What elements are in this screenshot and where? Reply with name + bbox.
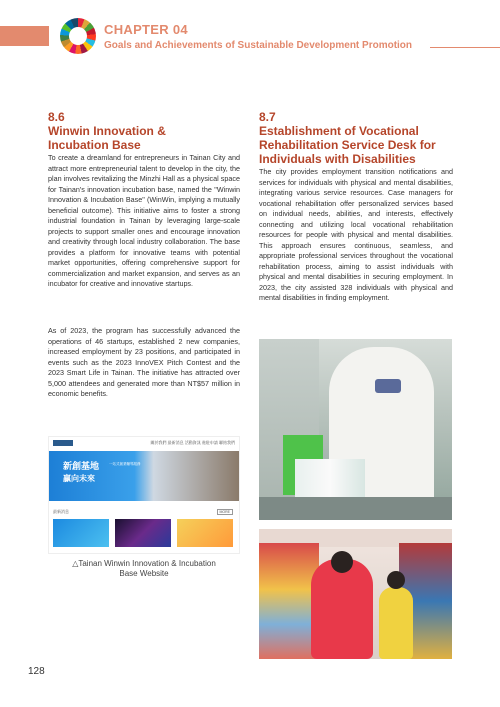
section-title-line: Rehabilitation Service Desk for bbox=[259, 138, 436, 152]
photo-bottles bbox=[295, 459, 365, 499]
photo-person-red-shirt bbox=[311, 559, 373, 659]
section-8-6-paragraph-2: As of 2023, the program has successfully advanced the operations of 46 startups, established 2 new companies, increased employment by 23 positions, and participated in events such as the 2023 InnoVEX Pitch Contest and the 2023 Smart Life in Tainan. The initiative has attracted over 5,000 attendees and generated more than NT$57 million in economic benefits. bbox=[48, 326, 240, 398]
section-title-8-6 bbox=[48, 124, 238, 152]
header-accent-bar bbox=[0, 26, 49, 46]
photo-person-head bbox=[331, 551, 353, 573]
photo-shelf-left bbox=[259, 543, 319, 659]
website-nav-links: 關於我們 最新消息 活動資訊 進駐申請 聯絡我們 bbox=[150, 440, 235, 445]
section-title-line: Individuals with Disabilities bbox=[259, 152, 416, 166]
website-banner-note: 一站式創業輔導服務 bbox=[109, 462, 141, 466]
chapter-label: CHAPTER 04 bbox=[104, 22, 188, 37]
section-title-line: Establishment of Vocational bbox=[259, 124, 419, 138]
section-8-7-paragraph: The city provides employment transition notifications and services for individuals with physical and mental disabilities, integrating various service resources. Case managers for vocational rehabilitation offer personalized services based on individual needs, abilities, and interests, effectively connecting and utilizing local vocational rehabilitation resources for people with physical and mental disabilities. This approach ensures continuous, seamless, and appropriate professional services throughout the vocational rehabilitation process, aiming to assist individuals with physical and mental disabilities in securing employment. In 2023, the city assisted 328 individuals with physical and mental disabilities in finding employment. bbox=[259, 167, 453, 302]
website-news-thumbnail bbox=[53, 519, 109, 547]
caption-line: Base Website bbox=[119, 569, 169, 578]
website-banner-title: 新創基地 bbox=[63, 461, 100, 471]
photo-table bbox=[259, 497, 452, 520]
section-number-8-6: 8.6 bbox=[48, 110, 65, 124]
photo-store-workers bbox=[259, 529, 452, 659]
page-number: 128 bbox=[28, 666, 45, 677]
header-rule bbox=[430, 47, 500, 48]
website-nav bbox=[49, 437, 239, 449]
section-title-line: Winwin Innovation & bbox=[48, 124, 166, 138]
website-news-thumbnail bbox=[177, 519, 233, 547]
section-title-8-7 bbox=[259, 124, 459, 166]
website-logo bbox=[53, 440, 73, 446]
website-caption bbox=[48, 559, 240, 579]
website-news-thumbnail bbox=[115, 519, 171, 547]
website-screenshot bbox=[48, 436, 240, 554]
photo-person-yellow-shirt bbox=[379, 587, 413, 659]
website-news-label: 最新消息 bbox=[53, 509, 69, 514]
photo-worker-in-protective-gear bbox=[259, 339, 452, 520]
caption-line: △Tainan Winwin Innovation & Incubation bbox=[72, 559, 216, 568]
sdg-wheel-icon bbox=[60, 18, 96, 54]
photo-worker-mask bbox=[375, 379, 401, 393]
chapter-subtitle: Goals and Achievements of Sustainable Development Promotion bbox=[104, 40, 413, 51]
website-banner-subtitle: 贏向未來 bbox=[63, 474, 95, 483]
section-title-line: Incubation Base bbox=[48, 138, 141, 152]
photo-person-head bbox=[387, 571, 405, 589]
section-number-8-7: 8.7 bbox=[259, 110, 276, 124]
website-more-button: MORE bbox=[217, 509, 234, 515]
section-8-6-paragraph-1: To create a dreamland for entrepreneurs in Tainan City and attract more entrepreneurial talent to develop in the city, the plan involves revitalizing the Minzhi Hall as a physical space for Tainan's innovation incubation base, named the "Winwin Innovation & Incubation Base" (WinWin, implying a mutually beneficial outcome). This initiative aims to foster a strong industrial foundation in Tainan by leveraging large-scale projects to support smaller ones and encourage innovation and creativity through local industry collaboration. The base provides a platform for innovative teams with potential market opportunities, offering comprehensive support for commercialization and market expansion, and serves as an incubator for creative and innovative startups. bbox=[48, 153, 240, 288]
website-banner bbox=[49, 451, 239, 501]
